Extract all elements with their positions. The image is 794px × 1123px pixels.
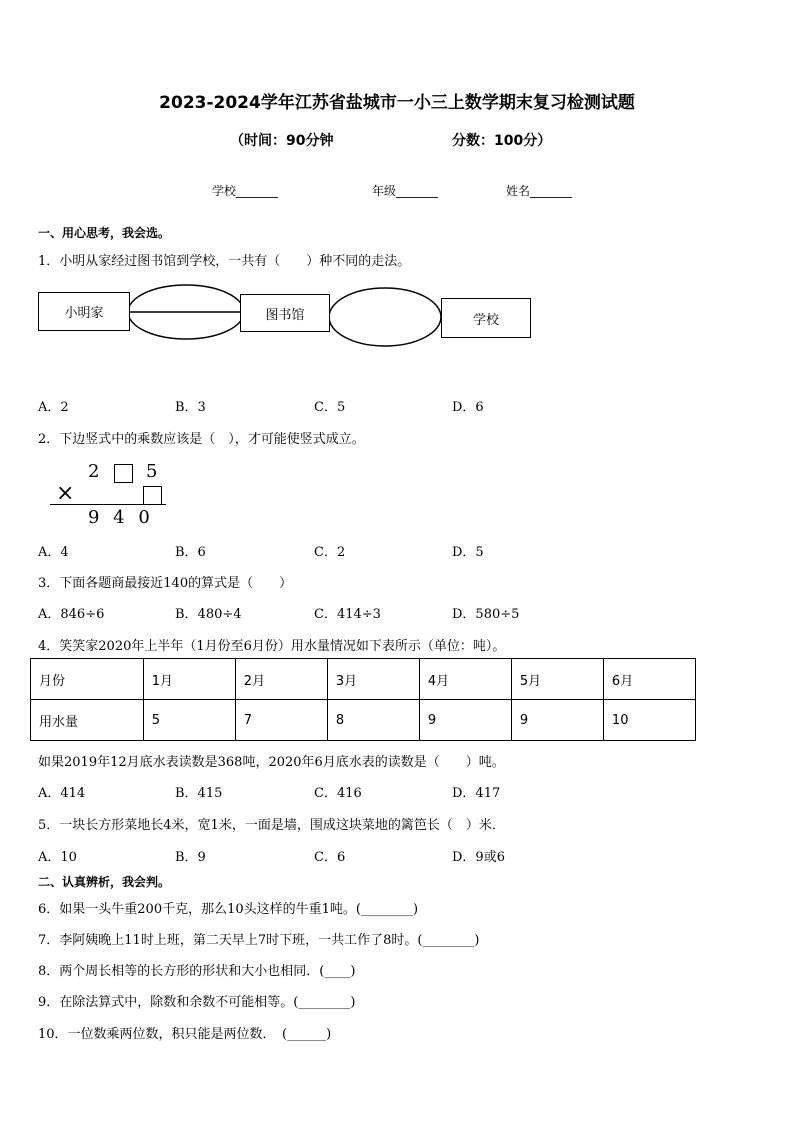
question-2-text: 2．下边竖式中的乘数应该是（ ），才可能使竖式成立。 — [38, 432, 365, 447]
digit-5: 5 — [146, 461, 158, 482]
table-cell: 9 — [419, 700, 511, 741]
judge-question-10[interactable]: 10．一位数乘两位数，积只能是两位数． (______) — [38, 1027, 332, 1042]
question-4-text: 4．笑笑家2020年上半年（1月份至6月份）用水量情况如下表所示（单位：吨）。 — [38, 639, 506, 654]
exam-score: 分数：100分） — [452, 133, 552, 149]
judge-question-9[interactable]: 9．在除法算式中，除数和余数不可能相等。(________) — [38, 995, 356, 1010]
q1-option-b[interactable]: B．3 — [175, 400, 206, 415]
table-cell: 10 — [603, 700, 695, 741]
blank-square-multiplier — [143, 486, 162, 505]
q3-option-d[interactable]: D．580÷5 — [452, 607, 520, 622]
table-cell: 月份 — [31, 659, 144, 700]
times-sign: × — [56, 481, 75, 506]
q1-option-d[interactable]: D．6 — [452, 400, 484, 415]
route-loop-2 — [329, 288, 441, 346]
grade-field[interactable]: 年级_______ — [372, 184, 439, 198]
exam-time: （时间：90分钟 — [230, 133, 334, 149]
school-field[interactable]: 学校_______ — [212, 184, 279, 198]
judge-question-7[interactable]: 7．李阿姨晚上11时上班，第二天早上7时下班，一共工作了8时。(________) — [38, 933, 480, 948]
vertical-calc-line — [50, 504, 166, 505]
table-cell: 8 — [327, 700, 419, 741]
page-title: 2023-2024学年江苏省盐城市一小三上数学期末复习检测试题 — [159, 93, 635, 113]
product-digits: 9 4 0 — [88, 507, 154, 528]
section-heading-judge: 二、认真辨析，我会判。 — [38, 875, 171, 889]
table-cell: 4月 — [419, 659, 511, 700]
q3-option-c[interactable]: C．414÷3 — [314, 607, 381, 622]
table-cell: 2月 — [235, 659, 327, 700]
q4-option-a[interactable]: A．414 — [38, 786, 86, 801]
table-cell: 5 — [143, 700, 235, 741]
q2-option-d[interactable]: D．5 — [452, 545, 484, 560]
q2-option-c[interactable]: C．2 — [314, 545, 346, 560]
table-cell: 3月 — [327, 659, 419, 700]
table-row — [31, 700, 696, 741]
q4-option-c[interactable]: C．416 — [314, 786, 362, 801]
q4-option-d[interactable]: D．417 — [452, 786, 501, 801]
q5-option-b[interactable]: B．9 — [175, 850, 206, 865]
table-cell: 6月 — [603, 659, 695, 700]
section-heading-choice: 一、用心思考，我会选。 — [38, 226, 171, 240]
question-5-text: 5．一块长方形菜地长4米，宽1米，一面是墙，围成这块菜地的篱笆长（ ）米． — [38, 818, 505, 833]
q5-option-a[interactable]: A．10 — [38, 850, 77, 865]
judge-question-8[interactable]: 8．两个周长相等的长方形的形状和大小也相同．(____) — [38, 964, 356, 979]
table-cell: 用水量 — [31, 700, 144, 741]
q1-option-c[interactable]: C．5 — [314, 400, 346, 415]
name-field[interactable]: 姓名_______ — [506, 184, 573, 198]
home-box: 小明家 — [38, 292, 130, 331]
q3-option-b[interactable]: B．480÷4 — [175, 607, 242, 622]
question-1-text: 1．小明从家经过图书馆到学校，一共有（ ）种不同的走法。 — [38, 254, 411, 269]
table-header-row — [31, 659, 696, 700]
q2-option-b[interactable]: B．6 — [175, 545, 206, 560]
school-box: 学校 — [441, 298, 531, 338]
blank-square-top — [114, 464, 133, 483]
digit-2: 2 — [88, 461, 100, 482]
water-usage-table — [30, 658, 696, 741]
table-cell: 1月 — [143, 659, 235, 700]
q5-option-c[interactable]: C．6 — [314, 850, 346, 865]
library-box: 图书馆 — [240, 294, 330, 332]
question-3-text: 3．下面各题商最接近140的算式是（ ） — [38, 576, 293, 591]
table-cell: 9 — [511, 700, 603, 741]
question-4-followup: 如果2019年12月底水表读数是368吨，2020年6月底水表的读数是（ ）吨。 — [38, 755, 505, 770]
q3-option-a[interactable]: A．846÷6 — [38, 607, 105, 622]
table-cell: 7 — [235, 700, 327, 741]
q5-option-d[interactable]: D．9或6 — [452, 850, 505, 865]
q1-option-a[interactable]: A．2 — [38, 400, 69, 415]
q4-option-b[interactable]: B．415 — [175, 786, 223, 801]
judge-question-6[interactable]: 6．如果一头牛重200千克，那么10头这样的牛重1吨。(________) — [38, 902, 419, 917]
q2-option-a[interactable]: A．4 — [38, 545, 69, 560]
table-cell: 5月 — [511, 659, 603, 700]
